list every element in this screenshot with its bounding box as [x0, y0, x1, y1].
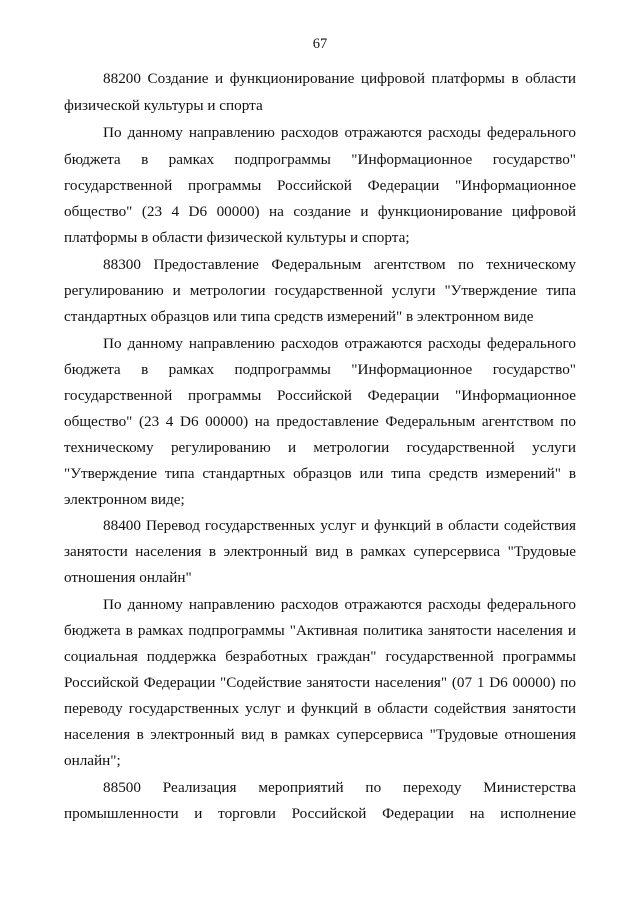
text-line: "Утверждение типа стандартных образцов или типа средств измерений" в [64, 465, 576, 482]
text-line: государственной программы Российской Федерации "Информационное [64, 177, 576, 194]
text-line: промышленности и торговли Российской Федерации на исполнение [64, 805, 576, 822]
text-line: онлайн"; [64, 752, 121, 769]
text-line: физической культуры и спорта [64, 97, 263, 114]
text-line: По данному направлению расходов отражаются расходы федерального [103, 335, 576, 352]
text-line: электронном виде; [64, 491, 185, 508]
text-line: бюджета в рамках подпрограммы "Информационное государство" [64, 361, 576, 378]
text-line: По данному направлению расходов отражаются расходы федерального [103, 596, 576, 613]
text-line: бюджета в рамках подпрограммы "Активная политика занятости населения и [64, 622, 576, 639]
text-line: техническому регулированию и метрологии государственной услуги [64, 439, 576, 456]
text-line: регулированию и метрологии государственной услуги "Утверждение типа [64, 282, 576, 299]
text-line: По данному направлению расходов отражаются расходы федерального [103, 124, 576, 141]
text-line: населения в электронный вид в рамках суперсервиса "Трудовые отношения [64, 726, 576, 743]
text-line: платформы в области физической культуры и спорта; [64, 229, 410, 246]
text-line: 88400 Перевод государственных услуг и функций в области содействия [103, 517, 576, 534]
text-line: 88300 Предоставление Федеральным агентством по техническому [103, 256, 576, 273]
text-line: стандартных образцов или типа средств измерений" в электронном виде [64, 308, 534, 325]
text-line: Российской Федерации "Содействие занятости населения" (07 1 D6 00000) по [64, 674, 576, 691]
text-line: бюджета в рамках подпрограммы "Информационное государство" [64, 151, 576, 168]
text-line: занятости населения в электронный вид в рамках суперсервиса "Трудовые [64, 543, 576, 560]
text-line: государственной программы Российской Федерации "Информационное [64, 387, 576, 404]
text-line: 88500 Реализация мероприятий по переходу Министерства [103, 779, 576, 796]
text-line: социальная поддержка безработных граждан" государственной программы [64, 648, 576, 665]
page-number: 67 [312, 36, 328, 52]
text-line: 88200 Создание и функционирование цифровой платформы в области [103, 70, 576, 87]
text-line: отношения онлайн" [64, 569, 192, 586]
text-line: переводу государственных услуг и функций в области содействия занятости [64, 700, 576, 717]
text-line: общество" (23 4 D6 00000) на предоставление Федеральным агентством по [64, 413, 576, 430]
text-line: общество" (23 4 D6 00000) на создание и функционирование цифровой [64, 203, 576, 220]
